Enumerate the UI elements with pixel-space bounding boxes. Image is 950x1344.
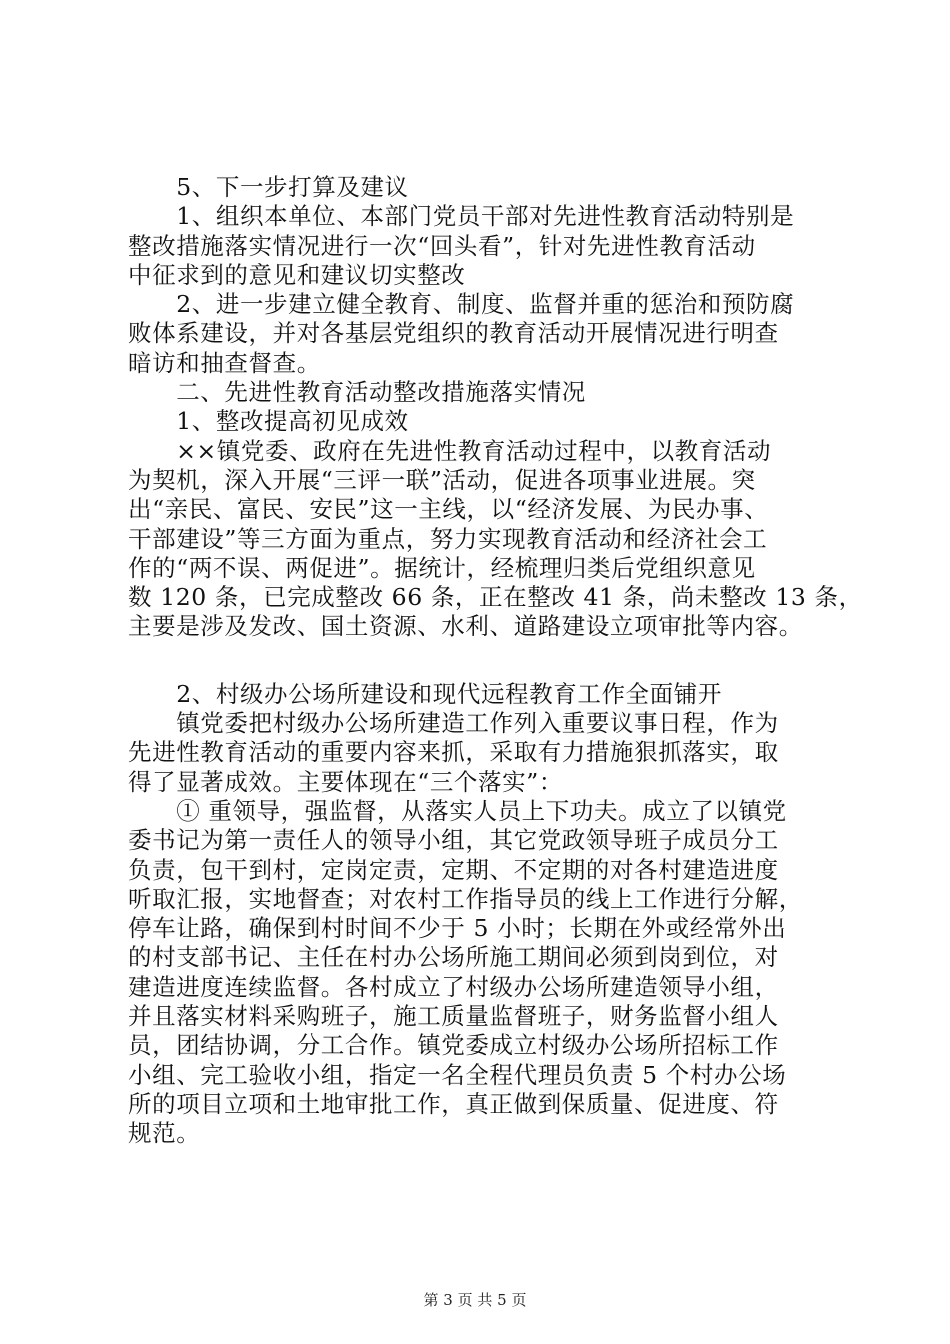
text-line: 2、村级办公场所建设和现代远程教育工作全面铺开 — [128, 679, 722, 708]
text-line: 中征求到的意见和建议切实整改 — [128, 260, 466, 289]
paragraph-spacer — [128, 642, 840, 680]
paragraph-office-intro — [128, 709, 840, 797]
paragraph-results-body — [128, 436, 863, 642]
page-footer — [0, 1290, 950, 1310]
text-line: 停车让路，确保到村时间不少于 5 小时；长期在外或经常外出 — [128, 914, 787, 943]
text-line: 数 120 条，已完成整改 66 条，正在整改 41 条，尚未整改 13 条， — [128, 583, 863, 612]
text-line: 作的“两不误、两促进”。据统计，经梳理归类后党组织意见 — [128, 553, 756, 582]
text-line: 先进性教育活动的重要内容来抓，采取有力措施狠抓落实，取 — [128, 738, 779, 767]
text-line: 二、先进性教育活动整改措施落实情况 — [128, 378, 586, 407]
text-line: 得了显著成效。主要体现在“三个落实”： — [128, 767, 563, 796]
text-line: 1、组织本单位、本部门党员干部对先进性教育活动特别是 — [128, 202, 795, 231]
text-line: 负责，包干到村，定岗定责，定期、不定期的对各村建造进度 — [128, 855, 779, 884]
text-line: 5、下一步打算及建议 — [128, 173, 409, 201]
text-line: 为契机，深入开展“三评一联”活动，促进各项事业进展。突 — [128, 465, 756, 494]
paragraph-leadership-supervision — [128, 797, 840, 1149]
text-line: 建造进度连续监督。各村成立了村级办公场所建造领导小组， — [128, 972, 779, 1001]
text-line: 委书记为第一责任人的领导小组，其它党政领导班子成员分工 — [128, 826, 779, 855]
text-line: 听取汇报，实地督查；对农村工作指导员的线上工作进行分解， — [128, 884, 803, 913]
text-line: 规范。 — [128, 1119, 201, 1148]
document-body — [128, 173, 863, 1149]
text-line: 干部建设”等三方面为重点，努力实现教育活动和经济社会工 — [128, 524, 768, 553]
section-heading-two — [128, 378, 840, 407]
text-line: 1、整改提高初见成效 — [128, 407, 409, 436]
text-line: 败体系建设，并对各基层党组织的教育活动开展情况进行明查 — [128, 319, 779, 348]
subheading-office-construction — [128, 680, 840, 709]
text-line: 出“亲民、富民、安民”这一主线，以“经济发展、为民办事、 — [128, 495, 769, 524]
text-line: 并且落实材料采购班子，施工质量监督班子，财务监督小组人 — [128, 1002, 779, 1031]
text-line: 2、进一步建立健全教育、制度、监督并重的惩治和预防腐 — [128, 290, 795, 319]
paragraph-item-1 — [128, 202, 840, 290]
text-line: ① 重领导，强监督，从落实人员上下功夫。成立了以镇党 — [128, 796, 787, 825]
text-line: 整改措施落实情况进行一次“回头看”，针对先进性教育活动 — [128, 231, 756, 260]
text-line: 小组、完工验收小组，指定一名全程代理员负责 5 个村办公场 — [128, 1060, 787, 1089]
text-line: 所的项目立项和土地审批工作，真正做到保质量、促进度、符 — [128, 1089, 779, 1118]
text-line: 的村支部书记、主任在村办公场所施工期间必须到岗到位，对 — [128, 943, 779, 972]
subheading-initial-results — [128, 407, 840, 436]
text-line: 主要是涉及发改、国土资源、水利、道路建设立项审批等内容。 — [128, 612, 803, 641]
text-line: 暗访和抽查督查。 — [128, 348, 321, 377]
paragraph-item-2 — [128, 290, 840, 378]
paragraph-heading-next-steps — [128, 173, 840, 202]
text-line: 镇党委把村级办公场所建造工作列入重要议事日程，作为 — [128, 709, 779, 738]
text-line: ××镇党委、政府在先进性教育活动过程中，以教育活动 — [128, 436, 772, 465]
text-line: 员，团结协调，分工合作。镇党委成立村级办公场所招标工作 — [128, 1031, 779, 1060]
page-number: 第 3 页 共 5 页 — [423, 1291, 527, 1309]
